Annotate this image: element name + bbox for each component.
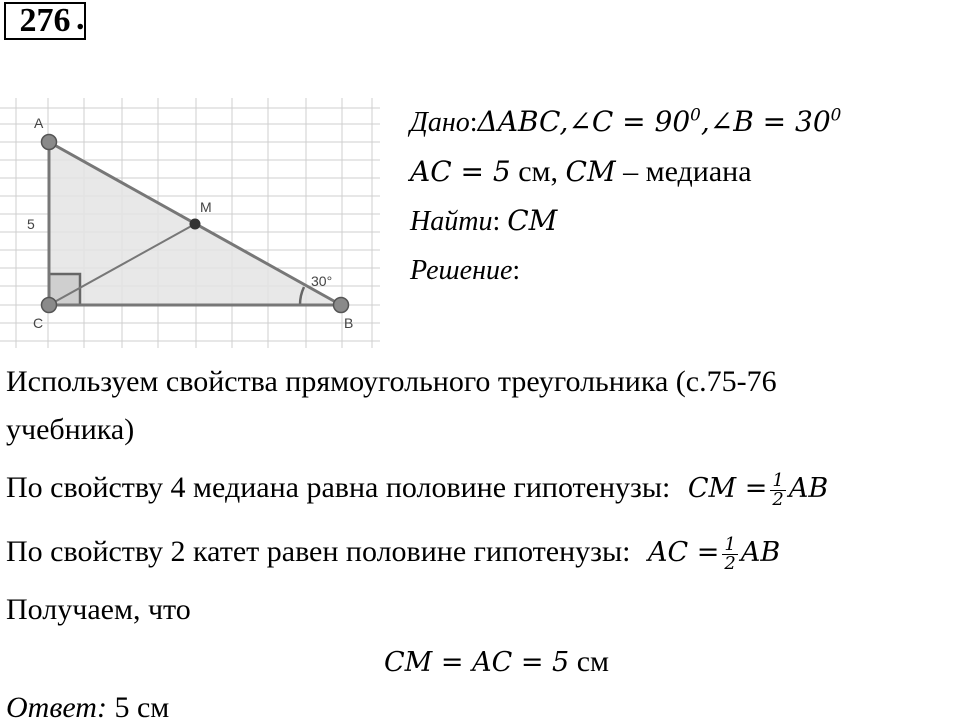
answer-line [6, 690, 169, 726]
answer-value: 5 см [106, 691, 170, 724]
given-line [410, 104, 841, 141]
given-cond2: ,∠B = 30 [700, 105, 831, 138]
eq3-left: CM = [687, 473, 768, 504]
find-line [410, 203, 557, 240]
label-m: M [200, 199, 212, 215]
label-c: C [33, 315, 44, 331]
eq4-left: AC = [648, 537, 720, 568]
given-ac: AC = 5 [410, 155, 511, 188]
given-line-2 [410, 154, 752, 191]
eq3-fraction [770, 469, 785, 510]
eq3-frac-den: 2 [772, 488, 784, 510]
label-a: A [34, 115, 44, 131]
final-equation [384, 644, 609, 681]
eq4-frac-den: 2 [724, 552, 736, 574]
point-a [42, 135, 57, 150]
point-c [42, 298, 57, 313]
triangle-figure [0, 98, 380, 348]
given-colon: : [469, 107, 478, 138]
solution-label: Решение [410, 255, 513, 286]
given-cond1: ΔABC,∠C = 90 [477, 105, 691, 138]
final-unit: см [569, 645, 610, 678]
find-label: Найти [410, 206, 493, 237]
property-4-text: По свойству 4 медиана равна половине гипотенузы: [6, 471, 671, 504]
eq3-right: AB [788, 473, 829, 504]
point-m [190, 219, 201, 230]
problem-number: 276 [4, 2, 86, 40]
body-line-5: Получаем, что [6, 593, 191, 626]
final-math: CM = AC = 5 [384, 647, 570, 678]
body-line-3 [6, 470, 828, 509]
eq4-right: AB [740, 537, 781, 568]
eq4-frac-num: 1 [724, 533, 736, 555]
given-deg2: 0 [830, 104, 842, 125]
answer-label: Ответ: [6, 691, 107, 724]
given-label: Дано [410, 107, 470, 138]
body-line-2: учебника) [6, 413, 135, 446]
find-value: CM [507, 204, 558, 237]
body-line-4 [6, 534, 780, 573]
label-angle-30: 30° [311, 273, 333, 289]
given-deg1: 0 [690, 104, 701, 125]
given-cm-text: – медиана [615, 155, 752, 188]
given-ac-unit: см, [510, 155, 566, 188]
solution-line [410, 253, 520, 289]
solution-colon: : [512, 255, 521, 286]
label-side-5: 5 [27, 216, 35, 232]
label-b: B [344, 315, 354, 331]
point-b [334, 298, 349, 313]
body-line-1: Используем свойства прямоугольного треугольника (с.75-76 [6, 365, 777, 398]
find-colon: : [492, 206, 508, 237]
eq4-fraction [722, 533, 737, 574]
problem-number-dot: . [76, 0, 85, 37]
property-2-text: По свойству 2 катет равен половине гипотенузы: [6, 535, 631, 568]
eq3-frac-num: 1 [772, 469, 784, 491]
given-cm: CM [565, 155, 616, 188]
